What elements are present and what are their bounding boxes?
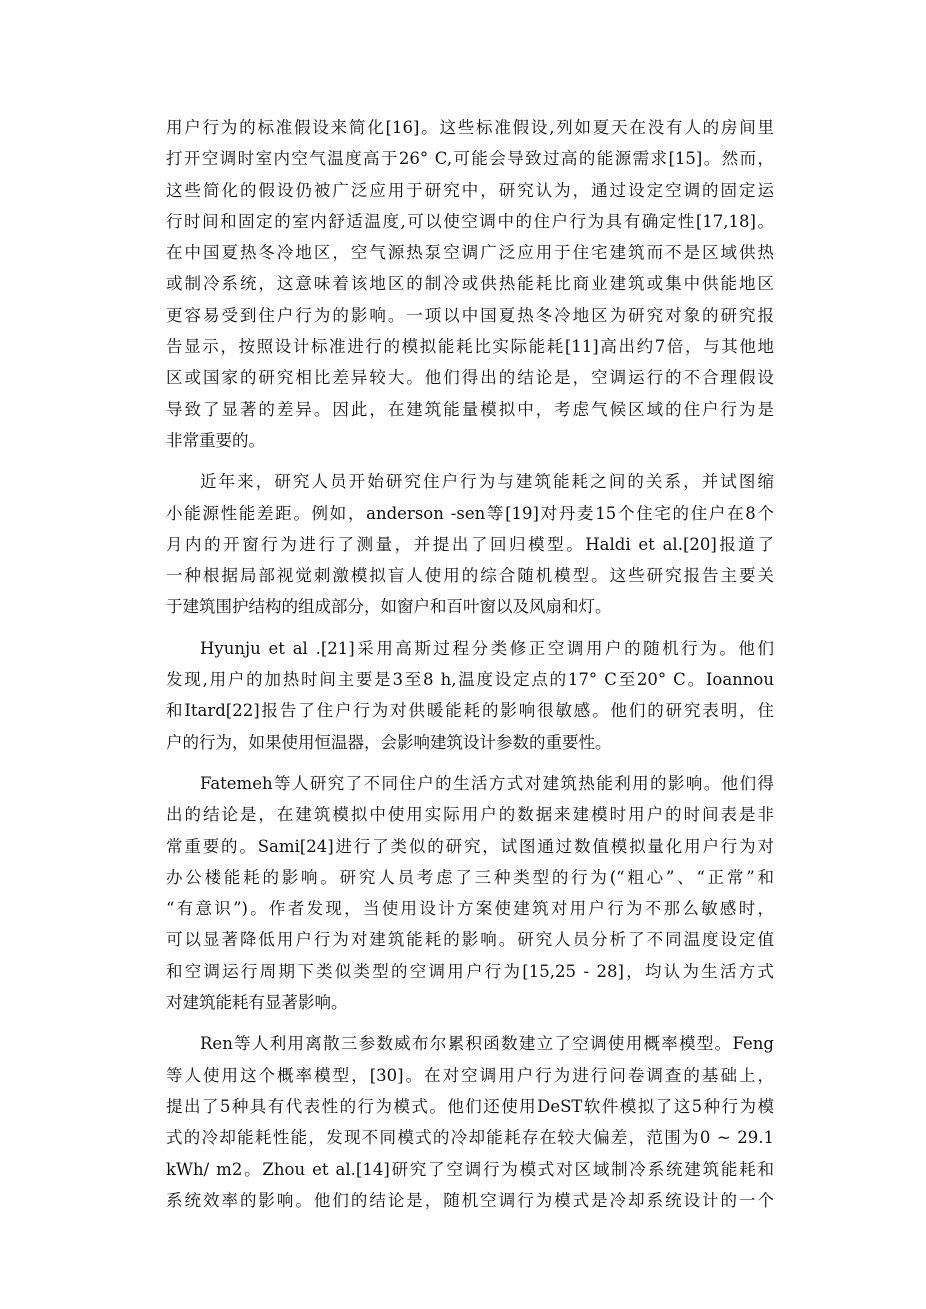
text-line: Hyunju et al .[21]采用高斯过程分类修正空调用户的随机行为。他们: [200, 638, 774, 658]
paragraph-2: [166, 466, 774, 622]
text-line: kWh/ m2。Zhou et al.[14]研究了空调行为模式对区域制冷系统建筑能耗和: [166, 1159, 774, 1179]
text-line: 办公楼能耗的影响。研究人员考虑了三种类型的行为(“粗心”、“正常”和: [166, 867, 774, 887]
text-line: 出的结论是，在建筑模拟中使用实际用户的数据来建模时用户的时间表是非: [166, 805, 774, 825]
text-line: 等人使用这个概率模型，[30]。在对空调用户行为进行问卷调查的基础上，: [166, 1065, 774, 1085]
text-line: 非常重要的。: [166, 430, 265, 450]
text-line: 打开空调时室内空气温度高于26° C,可能会导致过高的能源需求[15]。然而，: [166, 149, 774, 169]
text-line: “有意识”)。作者发现，当使用设计方案使建筑对用户行为不那么敏感时，: [166, 899, 774, 919]
text-line: 式的冷却能耗性能，发现不同模式的冷却能耗存在较大偏差，范围为0 ~ 29.1: [166, 1128, 774, 1148]
text-line: Fatemeh等人研究了不同住户的生活方式对建筑热能利用的影响。他们得: [200, 773, 774, 793]
paragraph-5: [166, 1028, 774, 1216]
text-line: 和Itard[22]报告了住户行为对供暖能耗的影响很敏感。他们的研究表明，住: [166, 701, 774, 721]
text-line: 户的行为，如果使用恒温器，会影响建筑设计参数的重要性。: [166, 732, 612, 752]
paragraph-1: [166, 112, 774, 456]
text-line: 这些简化的假设仍被广泛应用于研究中，研究认为，通过设定空调的固定运: [166, 180, 774, 200]
text-line: 区或国家的研究相比差异较大。他们得出的结论是，空调运行的不合理假设: [166, 368, 774, 388]
text-line: 系统效率的影响。他们的结论是，随机空调行为模式是冷却系统设计的一个: [166, 1190, 774, 1210]
text-line: 更容易受到住户行为的影响。一项以中国夏热冬冷地区为研究对象的研究报: [166, 305, 774, 325]
text-line: 在中国夏热冬冷地区，空气源热泵空调广泛应用于住宅建筑而不是区域供热: [166, 243, 774, 263]
paragraph-4: [166, 768, 774, 1018]
text-line: 小能源性能差距。例如，anderson -sen等[19]对丹麦15个住宅的住户在8个: [166, 503, 774, 523]
body-text: [166, 112, 774, 1216]
paragraph-3: [166, 633, 774, 758]
text-line: 和空调运行周期下类似类型的空调用户行为[15,25 - 28]，均认为生活方式: [166, 961, 774, 981]
text-line: 用户行为的标准假设来简化[16]。这些标准假设,列如夏天在没有人的房间里: [166, 118, 774, 137]
text-line: 发现,用户的加热时间主要是3至8 h,温度设定点的17° C至20° C。Ioannou: [166, 670, 774, 690]
text-line: Ren等人利用离散三参数威布尔累积函数建立了空调使用概率模型。Feng: [200, 1034, 774, 1054]
text-line: 可以显著降低用户行为对建筑能耗的影响。研究人员分析了不同温度设定值: [166, 930, 774, 950]
text-line: 常重要的。Sami[24]进行了类似的研究，试图通过数值模拟量化用户行为对: [166, 836, 774, 856]
text-line: 提出了5种具有代表性的行为模式。他们还使用DeST软件模拟了这5种行为模: [166, 1096, 774, 1116]
text-line: 或制冷系统，这意味着该地区的制冷或供热能耗比商业建筑或集中供能地区: [166, 274, 774, 294]
text-line: 一种根据局部视觉刺激模拟盲人使用的综合随机模型。这些研究报告主要关: [166, 566, 774, 586]
text-line: 告显示，按照设计标准进行的模拟能耗比实际能耗[11]高出约7倍，与其他地: [166, 337, 774, 357]
text-line: 近年来，研究人员开始研究住户行为与建筑能耗之间的关系，并试图缩: [200, 472, 774, 492]
text-line: 于建筑围护结构的组成部分，如窗户和百叶窗以及风扇和灯。: [166, 597, 612, 617]
text-line: 对建筑能耗有显著影响。: [166, 993, 348, 1013]
text-line: 行时间和固定的室内舒适温度,可以使空调中的住户行为具有确定性[17,18]。: [166, 211, 774, 231]
text-line: 导致了显著的差异。因此，在建筑能量模拟中，考虑气候区域的住户行为是: [166, 399, 774, 419]
text-line: 月内的开窗行为进行了测量，并提出了回归模型。Haldi et al.[20]报道了: [166, 534, 774, 554]
